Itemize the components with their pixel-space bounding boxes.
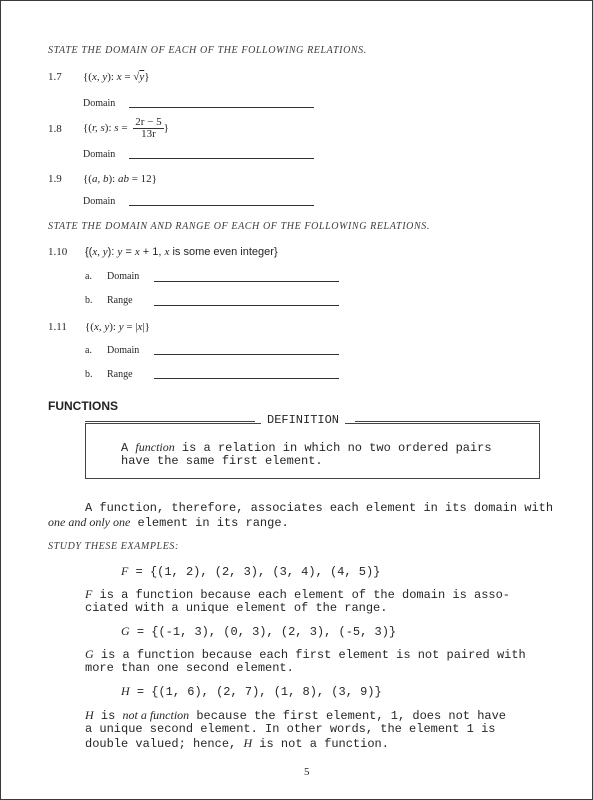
definition-text-line1: A function is a relation in which no two ordered pairs (121, 440, 492, 455)
example-f-explanation-line2: ciated with a unique element of the range. (85, 601, 388, 615)
problem-number: 1.7 (48, 71, 62, 83)
part-a-marker: a. (85, 345, 92, 356)
part-b-marker: b. (85, 295, 93, 306)
example-g-explanation-line1: G is a function because each first element is not paired with (85, 647, 526, 662)
relation-1-7: {(x, y): x = √y} (83, 71, 150, 83)
definition-rule-right (355, 421, 540, 422)
relation-1-9: {(a, b): ab = 12} (83, 173, 157, 185)
range-label: Range (107, 295, 133, 306)
paragraph-line1: A function, therefore, associates each element in its domain with (85, 501, 554, 515)
domain-label: Domain (83, 149, 116, 160)
example-g-set: G = {(-1, 3), (0, 3), (2, 3), (-5, 3)} (121, 624, 397, 639)
definition-text-line2: have the same first element. (121, 454, 323, 468)
answer-blank-1-9[interactable] (129, 205, 314, 206)
relation-1-10: {(x, y): y = x + 1, x is some even integer} (85, 246, 278, 258)
study-examples-label: STUDY THESE EXAMPLES: (48, 541, 179, 552)
answer-blank-1-11-range[interactable] (154, 378, 339, 379)
example-h-set: H = {(1, 6), (2, 7), (1, 8), (3, 9)} (121, 684, 382, 699)
page-number: 5 (304, 766, 310, 778)
relation-1-11: {(x, y): y = |x|} (85, 321, 150, 333)
domain-label: Domain (83, 98, 116, 109)
range-label: Range (107, 369, 133, 380)
problem-number: 1.8 (48, 123, 62, 135)
part-a-marker: a. (85, 271, 92, 282)
answer-blank-1-7[interactable] (129, 107, 314, 108)
definition-rule-left (85, 421, 255, 422)
instruction-domain: STATE THE DOMAIN OF EACH OF THE FOLLOWING RELATIONS. (48, 45, 367, 56)
paragraph-line2: one and only one element in its range. (48, 515, 289, 530)
example-h-explanation-line2: a unique second element. In other words, the element 1 is (85, 722, 496, 736)
problem-number: 1.11 (48, 321, 67, 333)
example-h-explanation-line3: double valued; hence, H is not a function. (85, 736, 389, 751)
answer-blank-1-11-domain[interactable] (154, 354, 339, 355)
domain-label: Domain (107, 271, 140, 282)
part-b-marker: b. (85, 369, 93, 380)
domain-label: Domain (83, 196, 116, 207)
problem-number: 1.10 (48, 246, 68, 258)
example-f-set: F = {(1, 2), (2, 3), (3, 4), (4, 5)} (121, 564, 381, 579)
instruction-domain-range: STATE THE DOMAIN AND RANGE OF EACH OF THE FOLLOWING RELATIONS. (48, 221, 430, 232)
example-h-explanation-line1: H is not a function because the first element, 1, does not have (85, 708, 507, 723)
definition-title: DEFINITION (261, 413, 345, 427)
answer-blank-1-10-domain[interactable] (154, 281, 339, 282)
domain-label: Domain (107, 345, 140, 356)
example-g-explanation-line2: more than one second element. (85, 661, 294, 675)
answer-blank-1-10-range[interactable] (154, 305, 339, 306)
relation-1-8: {(r, s): s = $\frac{2r - 5}{13r}$ } (83, 116, 169, 140)
section-heading-functions: FUNCTIONS (48, 399, 118, 413)
example-f-explanation-line1: F is a function because each element of the domain is asso- (85, 587, 511, 602)
answer-blank-1-8[interactable] (129, 158, 314, 159)
problem-number: 1.9 (48, 173, 62, 185)
